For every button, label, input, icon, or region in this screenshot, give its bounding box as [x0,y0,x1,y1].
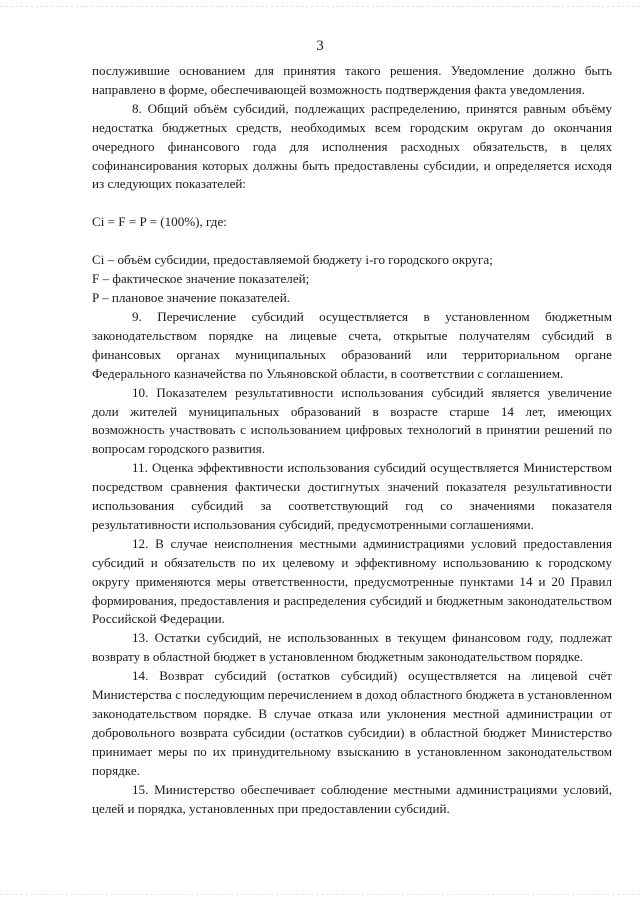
paragraph-13: 13. Остатки субсидий, не использованных в текущем финансовом году, подлежат возврату в областной бюджет в установленном бюджетным законодательством порядке. [92,630,612,665]
formula: Ci = F = P = (100%), где: [92,214,227,230]
paragraph-9: 9. Перечисление субсидий осуществляется в установленном бюджетным законодательством порядке на лицевые счета, открытые получателям субсидий в финансовых органах муниципальных образований или территориальном органе Федерального казначейства по Ульяновской области, в соответствии с соглашением. [92,308,612,381]
paragraph-continuation: послужившие основанием для принятия такого решения. Уведомление должно быть направлено в форме, обеспечивающей возможность подтверждения факта уведомления. [92,63,612,97]
definition-ci: Ci – объём субсидии, предоставляемой бюджету i-го городского округа; [92,252,493,268]
definition-p: P – плановое значение показателей. [92,290,290,306]
scan-edge-top [0,6,640,13]
paragraph-12: 12. В случае неисполнения местными администрациями условий предоставления субсидий и обязательств по их целевому и эффективному использованию к городскому округу применяются меры ответственности, предусмотренные пунктами 14 и 20 Правил формирования, предоставления и распределения субсидий и бюджетным законодательством Российской Федерации. [92,535,612,627]
scan-edge-bottom [0,894,640,901]
paragraph-8: 8. Общий объём субсидий, подлежащих распределению, принятся равным объёму недостатка бюджетных средств, необходимых всем городским округам до окончания очередного финансового года для исполнения расходных обязательств, в целях софинансирования которых должны быть предоставлены субсидии, и определяется исходя из следующих показателей: [92,100,612,192]
document-body [92,62,612,818]
paragraph-11: 11. Оценка эффективности использования субсидий осуществляется Министерством посредством сравнения фактически достигнутых значений показателя результативности использования субсидий за соответствующий год со значениями показателя результативности использования субсидий, предусмотренными соглашениями. [92,460,612,532]
page-number: 3 [316,38,324,54]
definition-f: F – фактическое значение показателей; [92,271,310,287]
paragraph-10: 10. Показателем результативности использования субсидий является увеличение доли жителей муниципальных образований в возрасте старше 14 лет, имеющих возможность участвовать с использованием цифровых технологий в принятии решений по вопросам городского развития. [92,384,612,457]
paragraph-14: 14. Возврат субсидий (остатков субсидий) осуществляется на лицевой счёт Министерства с последующим перечислением в доход областного бюджета в установленном законодательством порядке. В случае отказа или уклонения местной администрации от добровольного возврата субсидии (остатков субсидии) в областной бюджет Министерство принимает меры по их принудительному взысканию в установленном законодательством порядке. [92,668,612,778]
paragraph-15: 15. Министерство обеспечивает соблюдение местными администрациями условий, целей и порядка, установленных при предоставлении субсидий. [92,781,612,816]
